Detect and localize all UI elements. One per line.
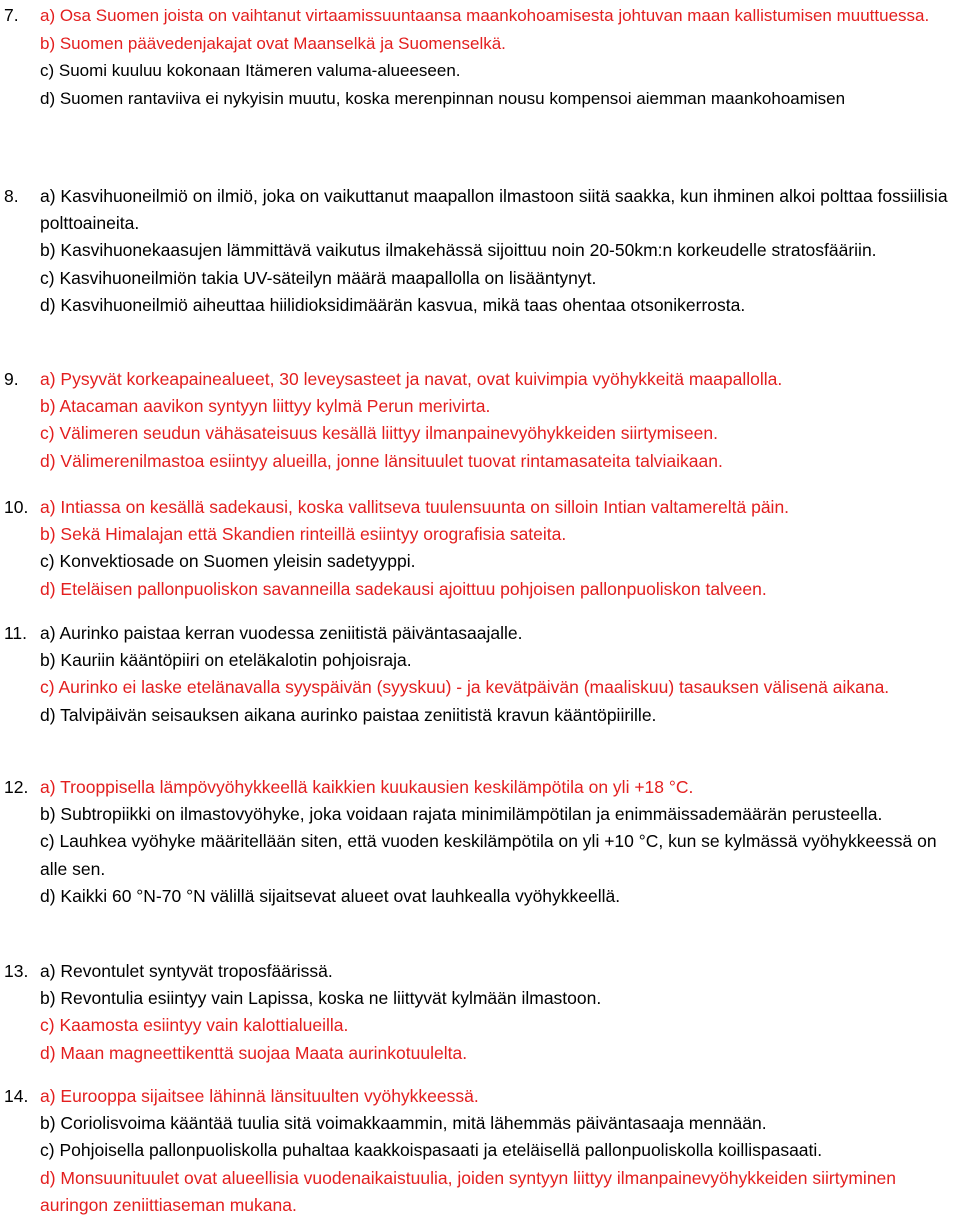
option-c: c) Välimeren seudun vähäsateisuus kesällä liittyy ilmanpainevyöhykkeiden siirtymiseen. (40, 423, 718, 444)
option-d: d) Monsuunituulet ovat alueellisia vuodenaikaistuulia, joiden syntyyn liittyy ilmanpainevyöhykkeiden siirtyminen auringon zeniittiaseman mukana. (40, 1167, 897, 1215)
option-a: a) Aurinko paistaa kerran vuodessa zeniitistä päiväntasaajalle. (40, 623, 523, 643)
option-d: d) Suomen rantaviiva ei nykyisin muutu, koska merenpinnan nousu kompensoi aiemman maankohoamisen (40, 88, 846, 108)
option-d: d) Kaikki 60 °N-70 °N välillä sijaitsevat alueet ovat lauhkealla vyöhykkeellä. (40, 885, 621, 906)
question-number: 13. (4, 961, 29, 981)
option-list (40, 366, 956, 475)
option-a: a) Intiassa on kesällä sadekausi, koska vallitseva tuulensuunta on silloin Intian valtamereltä päin. (40, 497, 790, 517)
question-number: 14. (4, 1086, 29, 1106)
option-a: a) Revontulet syntyvät troposfäärissä. (40, 961, 333, 981)
option-a: a) Kasvihuoneilmiö on ilmiö, joka on vaikuttanut maapallon ilmastoon siitä saakka, kun ihminen alkoi polttaa fossiilisia polttoaineita. (40, 186, 948, 234)
option-b: b) Atacaman aavikon syntyyn liittyy kylmä Perun merivirta. (40, 396, 491, 417)
option-c: c) Lauhkea vyöhyke määritellään siten, että vuoden keskilämpötila on yli +10 °C, kun se kylmässä vyöhykkeessä on alle sen. (40, 831, 937, 879)
option-list (40, 2, 956, 112)
option-b: b) Coriolisvoima kääntää tuulia sitä voimakkaammin, mitä lähemmäs päiväntasaaja mennään. (40, 1113, 767, 1134)
option-c: c) Kaamosta esiintyy vain kalottialueilla. (40, 1015, 349, 1036)
option-a: a) Eurooppa sijaitsee lähinnä länsituulten vyöhykkeessä. (40, 1086, 479, 1106)
option-b: b) Subtropiikki on ilmastovyöhyke, joka voidaan rajata minimilämpötilan ja enimmäissademäärän perusteella. (40, 804, 883, 825)
option-c: c) Kasvihuoneilmiön takia UV-säteilyn määrä maapallolla on lisääntynyt. (40, 267, 597, 288)
option-d: d) Välimerenilmastoa esiintyy alueilla, jonne länsituulet tuovat rintamasateita talviaikaan. (40, 450, 723, 471)
question-number: 10. (4, 497, 29, 517)
option-d: d) Kasvihuoneilmiö aiheuttaa hiilidioksidimäärän kasvua, mikä taas ohentaa otsonikerrosta. (40, 294, 746, 315)
question-number: 9. (4, 369, 19, 389)
option-c: c) Konvektiosade on Suomen yleisin sadetyyppi. (40, 551, 416, 572)
question-number: 8. (4, 186, 19, 206)
option-list (40, 183, 956, 319)
option-list (40, 1083, 956, 1219)
option-b: b) Kauriin kääntöpiiri on eteläkalotin pohjoisraja. (40, 650, 412, 671)
question-number: 12. (4, 777, 29, 797)
option-list (40, 494, 956, 603)
option-b: b) Revontulia esiintyy vain Lapissa, koska ne liittyvät kylmään ilmastoon. (40, 988, 602, 1009)
option-d: d) Eteläisen pallonpuoliskon savanneilla sadekausi ajoittuu pohjoisen pallonpuoliskon talveen. (40, 578, 767, 599)
question-number: 11. (4, 623, 28, 643)
option-list (40, 620, 956, 729)
option-b: b) Suomen päävedenjakajat ovat Maanselkä ja Suomenselkä. (40, 33, 506, 53)
option-c: c) Suomi kuuluu kokonaan Itämeren valuma-alueeseen. (40, 61, 461, 80)
option-d: d) Maan magneettikenttä suojaa Maata aurinkotuulelta. (40, 1042, 468, 1063)
option-list (40, 958, 956, 1067)
option-c: c) Aurinko ei laske etelänavalla syyspäivän (syyskuu) - ja kevätpäivän (maaliskuu) tasauksen välisenä aikana. (40, 677, 890, 698)
option-c: c) Pohjoisella pallonpuoliskolla puhaltaa kaakkoispasaati ja eteläisellä pallonpuoliskolla koillispasaati. (40, 1140, 823, 1161)
option-a: a) Pysyvät korkeapainealueet, 30 leveysasteet ja navat, ovat kuivimpia vyöhykkeitä maapallolla. (40, 369, 783, 389)
option-d: d) Talvipäivän seisauksen aikana aurinko paistaa zeniitistä kravun kääntöpiirille. (40, 704, 657, 725)
option-a: a) Trooppisella lämpövyöhykkeellä kaikkien kuukausien keskilämpötila on yli +18 °C. (40, 777, 694, 797)
option-b: b) Kasvihuonekaasujen lämmittävä vaikutus ilmakehässä sijoittuu noin 20-50km:n korkeudelle stratosfääriin. (40, 240, 877, 261)
question-number: 7. (4, 5, 19, 25)
option-list (40, 774, 956, 910)
option-a: a) Osa Suomen joista on vaihtanut virtaamissuuntaansa maankohoamisesta johtuvan maan kallistumisen muuttuessa. (40, 6, 930, 25)
option-b: b) Sekä Himalajan että Skandien rinteillä esiintyy orografisia sateita. (40, 524, 567, 545)
